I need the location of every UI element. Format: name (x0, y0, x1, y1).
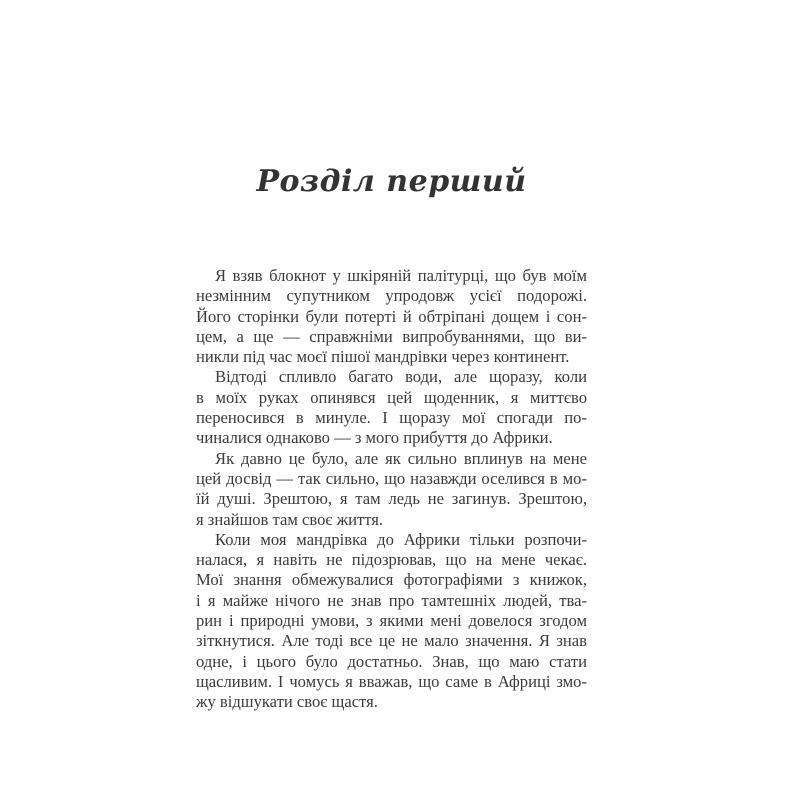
paragraph (196, 367, 587, 448)
chapter-title: Розділ перший (256, 164, 527, 199)
text-line: Мої знання обмежувалися фотографіями з книжок, (196, 570, 587, 590)
text-line: налася, я навіть не підозрював, що на мене чекає. (196, 550, 587, 570)
text-line: никли під час моєї пішої мандрівки через континент. (196, 347, 570, 367)
body-text (196, 266, 587, 713)
text-line: Я взяв блокнот у шкіряній палітурці, що був моїм (215, 266, 587, 285)
paragraph (196, 449, 587, 530)
text-line: одне, і цього було достатньо. Знав, що маю стати (196, 651, 587, 671)
text-line: Його сторінки були потерті й обтріпані дощем і сон- (196, 306, 587, 326)
text-line: в моїх руках опинявся цей щоденник, я миттєво (196, 387, 587, 407)
text-line: цем, а ще — справжніми випробуваннями, що ви- (196, 326, 587, 346)
text-line: переносився в минуле. І щоразу мої спогади по- (196, 408, 587, 428)
text-line: я знайшов там своє життя. (196, 509, 384, 529)
text-line: жу відшукати своє щастя. (196, 692, 378, 712)
text-line: їй душі. Зрештою, я там ледь не загинув. Зрештою, (196, 489, 587, 509)
text-line: чиналися однаково — з мого прибуття до Африки. (196, 428, 553, 448)
paragraph (196, 530, 587, 713)
text-line: і я майже нічого не знав про тамтешніх людей, тва- (196, 590, 587, 610)
text-line: Як давно це було, але як сильно вплинув на мене (215, 448, 587, 468)
text-line: цей досвід — так сильно, що назавжди оселився в мо- (196, 468, 587, 488)
text-line: Відтоді спливло багато води, але щоразу, коли (215, 367, 587, 387)
text-line: незмінним супутником упродовж усієї подорожі. (196, 286, 587, 306)
text-line: щасливим. І чомусь я вважав, що саме в Африці змо- (196, 671, 587, 691)
paragraph (196, 266, 587, 367)
text-line: рин і природні умови, з якими мені довелося згодом (196, 611, 587, 631)
text-line: Коли моя мандрівка до Африки тільки розпочи- (215, 529, 587, 549)
text-line: зіткнутися. Але тоді все це не мало значення. Я знав (196, 631, 587, 651)
